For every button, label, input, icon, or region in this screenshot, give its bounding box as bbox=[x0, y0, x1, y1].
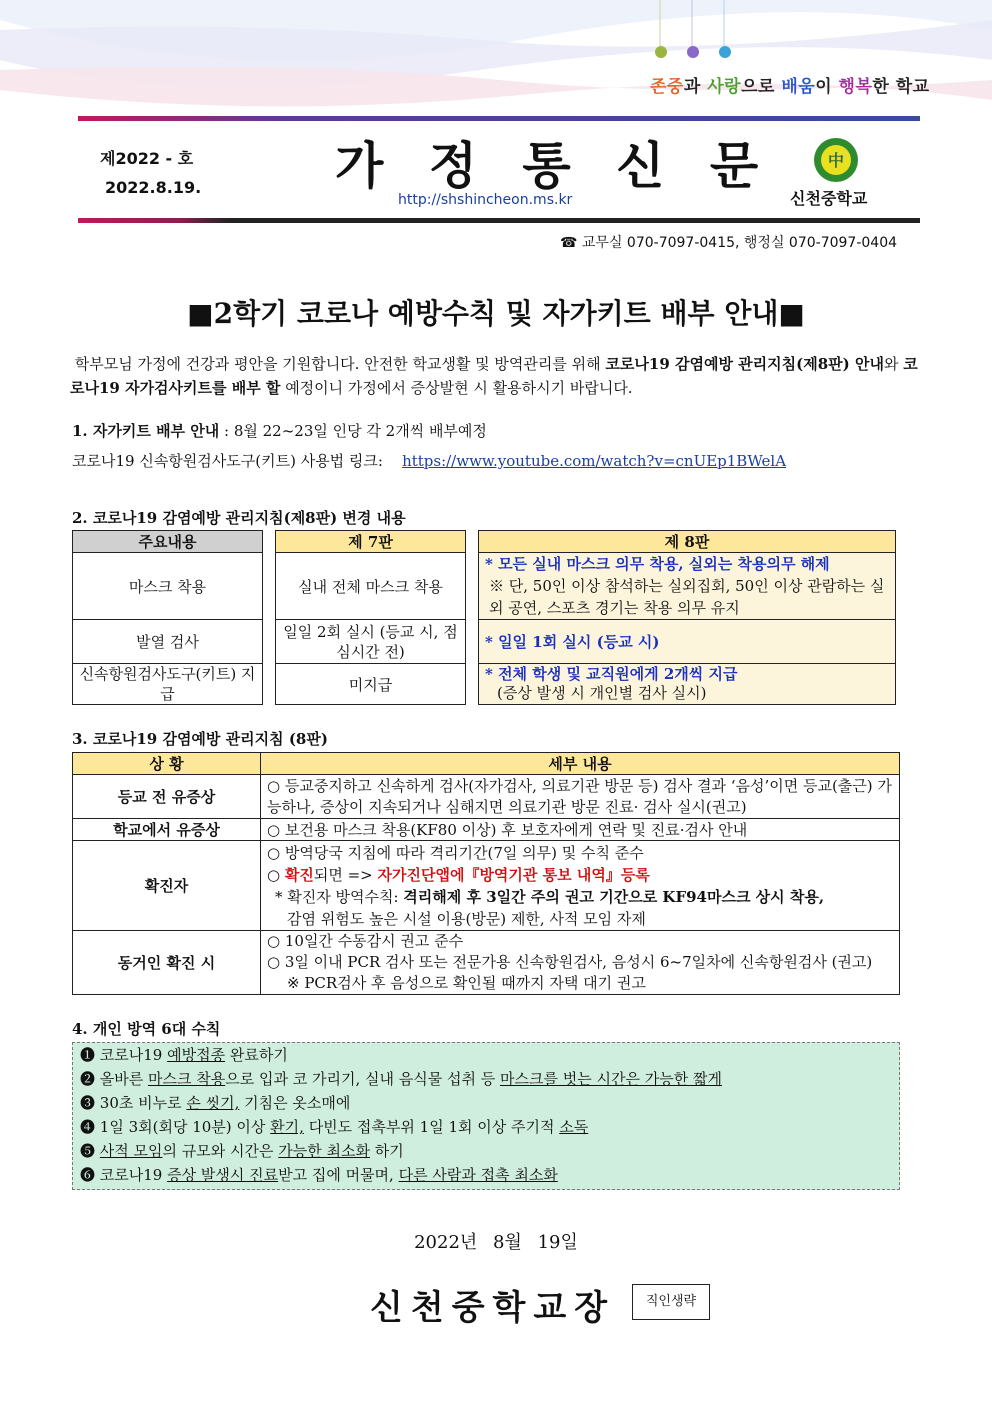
header-top-bar bbox=[78, 116, 920, 121]
section3-title: 3. 코로나19 감염예방 관리지침 (8판) bbox=[72, 730, 328, 748]
header-bottom-bar bbox=[78, 218, 920, 223]
row-mask-v8: * 모든 실내 마스크 의무 착용, 실외는 착용의무 해제 ※ 단, 50인 이상 참석하는 실외집회, 50인 이상 관람하는 실외 공연, 스포츠 경기는 착용 의무 유지 bbox=[479, 553, 896, 620]
signature-date: 2022년 8월 19일 bbox=[414, 1232, 578, 1253]
row-household-detail: ○ 10일간 수동감시 권고 준수 ○ 3일 이내 PCR 검사 또는 전문가용 신속항원검사, 음성시 6~7일차에 신속항원검사 (권고) ※ PCR검사 후 음성으로 확인될 때까지 자택 대기 권고 bbox=[261, 931, 900, 995]
school-emblem-icon bbox=[812, 136, 860, 184]
row-kit-v7: 미지급 bbox=[276, 664, 466, 705]
rule-2: ❷ 올바른 마스크 착용으로 입과 코 가리기, 실내 음식물 섭취 등 마스크를 벗는 시간은 가능한 짧게 bbox=[80, 1070, 722, 1088]
row-fever-v8: * 일일 1회 실시 (등교 시) bbox=[479, 620, 896, 664]
intro-paragraph: 학부모님 가정에 건강과 평안을 기원합니다. 안전한 학교생활 및 방역관리를 위해 코로나19 감염예방 관리지침(제8판) 안내와 코로나19 자가검사키트를 배부 할 예정이니 가정에서 증상발현 시 활용하시기 바랍니다. bbox=[70, 355, 918, 397]
row-household-confirmed: 동거인 확진 시 bbox=[73, 931, 261, 995]
issue-number: 제2022 - 호 bbox=[100, 149, 194, 168]
header-main-item: 주요내용 bbox=[73, 531, 263, 553]
row-fever-item: 발열 검사 bbox=[73, 620, 263, 664]
header-wave-decoration bbox=[0, 0, 992, 120]
school-url[interactable]: http://shshincheon.ms.kr bbox=[398, 192, 573, 208]
newsletter-title: 가 정 통 신 문 bbox=[335, 137, 773, 195]
principal-signature: 신천중학교장 bbox=[370, 1288, 616, 1328]
section2-title: 2. 코로나19 감염예방 관리지침(제8판) 변경 내용 bbox=[72, 509, 406, 527]
row-mask-item: 마스크 착용 bbox=[73, 553, 263, 620]
row-mask-v7: 실내 전체 마스크 착용 bbox=[276, 553, 466, 620]
school-name: 신천중학교 bbox=[790, 189, 868, 208]
guideline-change-table bbox=[72, 530, 896, 705]
guideline-table bbox=[72, 752, 900, 995]
rule-4: ❹ 1일 3회(회당 10분) 이상 환기, 다빈도 접촉부위 1일 1회 이상 주기적 소독 bbox=[80, 1118, 589, 1136]
header-v8: 제 8판 bbox=[479, 531, 896, 553]
row-pre-school-detail: ○ 등교중지하고 신속하게 검사(자가검사, 의료기관 방문 등) 검사 결과 ‘음성’이면 등교(출근) 가능하나, 증상이 지속되거나 심해지면 의료기관 방문 진료· 검사 실시(권고) bbox=[261, 775, 900, 819]
row-confirmed-detail: ○ 방역당국 지침에 따라 격리기간(7일 의무) 및 수칙 준수 ○ 확진되면 => 자가진단앱에『방역기관 통보 내역』등록 * 확진자 방역수칙: 격리해제 후 3일간 주의 권고 기간으로 KF94마스크 상시 착용, 감염 위험도 높은 시설 이용(방문) 제한, 사적 모임 자제 bbox=[261, 841, 900, 931]
seal-omitted-box: 직인생략 bbox=[632, 1284, 710, 1320]
rule-5: ❺ 사적 모임의 규모와 시간은 가능한 최소화 하기 bbox=[80, 1142, 404, 1160]
kit-video-link[interactable]: https://www.youtube.com/watch?v=cnUEp1BWelA bbox=[402, 452, 787, 470]
row-school-detail: ○ 보건용 마스크 착용(KF80 이상) 후 보호자에게 연락 및 진료·검사 안내 bbox=[261, 819, 900, 841]
phone-numbers: 교무실 070-7097-0415, 행정실 070-7097-0404 bbox=[581, 235, 898, 251]
school-motto: 존중과 사랑으로 배움이 행복한 학교 bbox=[650, 77, 930, 97]
section1-title: 1. 자가키트 배부 안내 : 8월 22~23일 인당 각 2개씩 배부예정 bbox=[72, 422, 487, 440]
header-v7: 제 7판 bbox=[276, 531, 466, 553]
phone-icon: ☎ bbox=[560, 235, 578, 251]
row-pre-school-symptom: 등교 전 유증상 bbox=[73, 775, 261, 819]
notice-heading: ■2학기 코로나 예방수칙 및 자가키트 배부 안내■ bbox=[187, 297, 805, 330]
row-confirmed: 확진자 bbox=[73, 841, 261, 931]
row-kit-item: 신속항원검사도구(키트) 지급 bbox=[73, 664, 263, 705]
rule-3: ❸ 30초 비누로 손 씻기, 기침은 옷소매에 bbox=[80, 1094, 351, 1112]
header-detail: 세부 내용 bbox=[261, 753, 900, 775]
svg-text:中: 中 bbox=[827, 151, 845, 170]
kit-link-row: 코로나19 신속항원검사도구(키트) 사용법 링크: https://www.youtube.com/watch?v=cnUEp1BWelA bbox=[72, 452, 787, 470]
rule-1: ❶ 코로나19 예방접종 완료하기 bbox=[80, 1046, 288, 1064]
rule-6: ❻ 코로나19 증상 발생시 진료받고 집에 머물며, 다른 사람과 접촉 최소화 bbox=[80, 1166, 558, 1184]
section4-title: 4. 개인 방역 6대 수칙 bbox=[72, 1020, 221, 1038]
issue-date: 2022.8.19. bbox=[105, 178, 202, 197]
row-kit-v8: * 전체 학생 및 교직원에게 2개씩 지급 (증상 발생 시 개인별 검사 실시) bbox=[479, 664, 896, 705]
row-fever-v7: 일일 2회 실시 (등교 시, 점심시간 전) bbox=[276, 620, 466, 664]
row-school-symptom: 학교에서 유증상 bbox=[73, 819, 261, 841]
header-situation: 상 황 bbox=[73, 753, 261, 775]
contact-phone bbox=[560, 232, 897, 252]
